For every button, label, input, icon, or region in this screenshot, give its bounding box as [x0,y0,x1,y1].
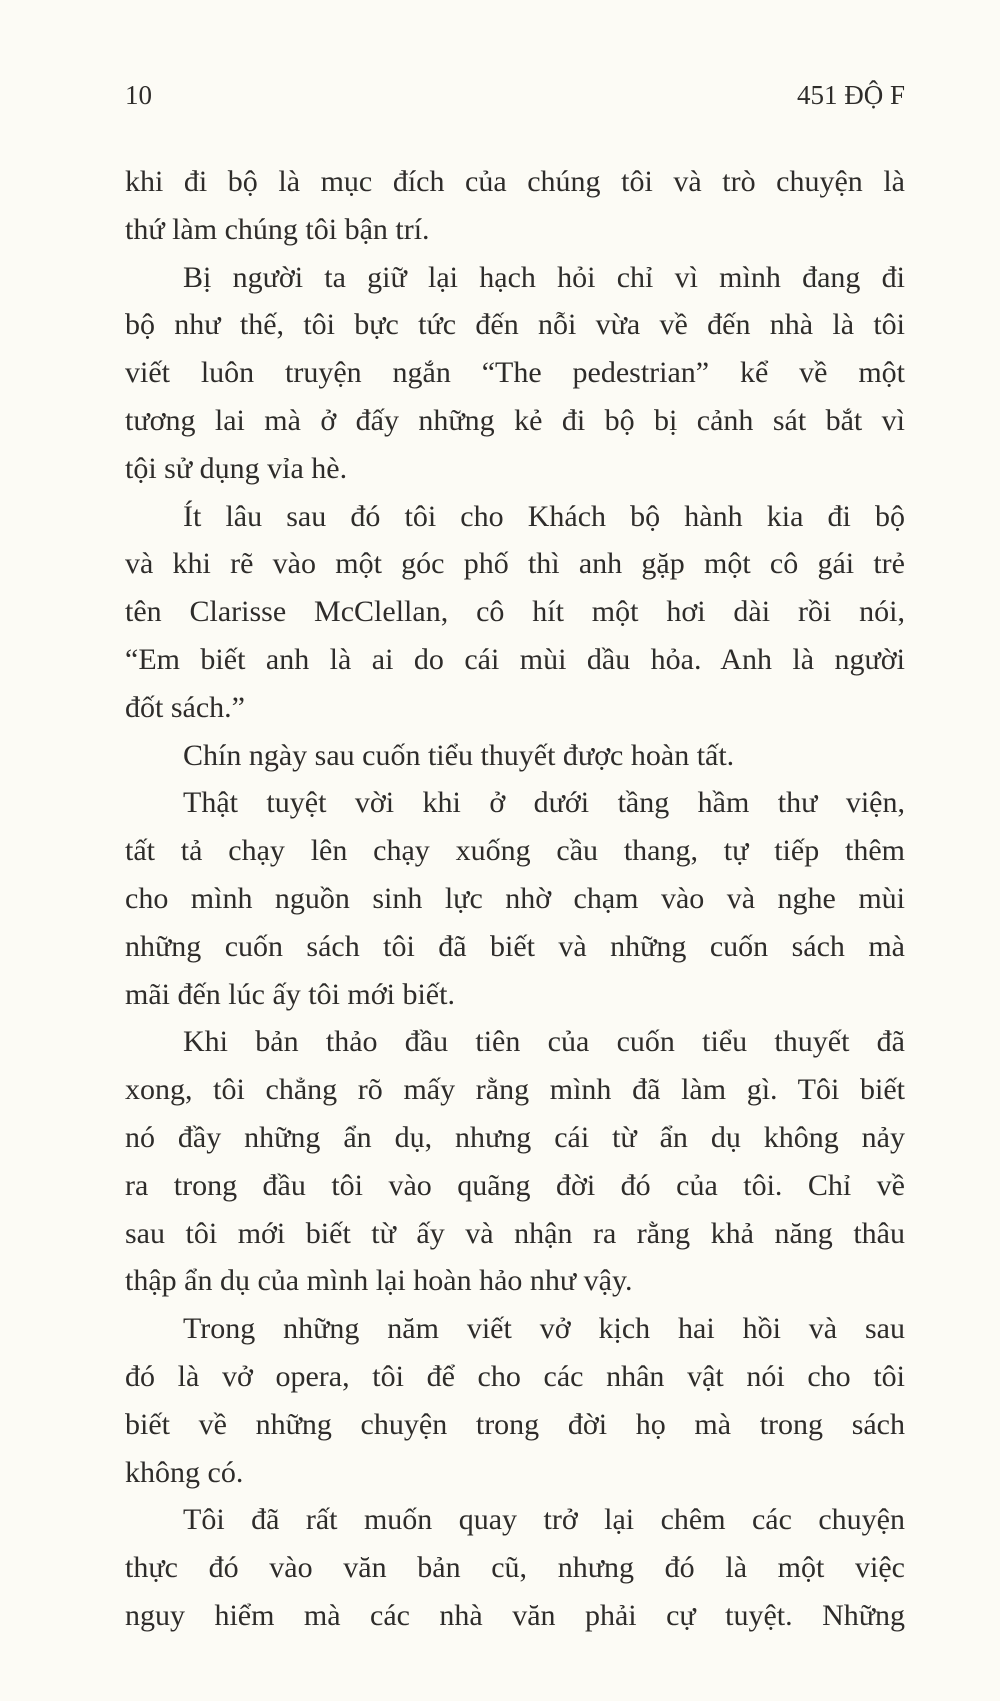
paragraph [125,254,905,493]
text-line: Bị người ta giữ lại hạch hỏi chỉ vì mình đang đi [183,260,905,294]
text-line: tội sử dụng vỉa hè. [125,451,348,485]
text-line: bộ như thế, tôi bực tức đến nỗi vừa về đến nhà là tôi [125,308,905,342]
paragraph [125,779,905,1018]
text-line: khi đi bộ là mục đích của chúng tôi và trò chuyện là [125,165,905,198]
text-line: biết về những chuyện trong đời họ mà trong sách [125,1407,905,1441]
paragraph [125,732,905,780]
paragraph [125,158,905,254]
text-line: Ít lâu sau đó tôi cho Khách bộ hành kia đi bộ [183,499,905,533]
paragraph [125,1018,905,1305]
text-line: mãi đến lúc ấy tôi mới biết. [125,977,455,1011]
running-title: 451 ĐỘ F [796,80,905,110]
text-line: Chín ngày sau cuốn tiểu thuyết được hoàn tất. [183,738,735,772]
text-line: thứ làm chúng tôi bận trí. [125,212,430,246]
text-line: Trong những năm viết vở kịch hai hồi và sau [183,1312,905,1346]
text-line: sau tôi mới biết từ ấy và nhận ra rằng khả năng thâu [125,1216,905,1250]
paragraph [125,493,905,732]
text-line: Thật tuyệt vời khi ở dưới tầng hầm thư viện, [183,786,905,820]
text-line: đốt sách.” [125,690,245,724]
text-line: những cuốn sách tôi đã biết và những cuốn sách mà [125,929,905,963]
text-line: xong, tôi chẳng rõ mấy rằng mình đã làm gì. Tôi biết [125,1073,905,1107]
text-line: nó đầy những ẩn dụ, nhưng cái từ ẩn dụ không nảy [125,1120,905,1154]
text-line: Khi bản thảo đầu tiên của cuốn tiểu thuyết đã [183,1025,905,1059]
text-line: không có. [125,1455,244,1489]
text-line: thập ẩn dụ của mình lại hoàn hảo như vậy. [125,1264,633,1298]
text-line: và khi rẽ vào một góc phố thì anh gặp một cô gái trẻ [125,547,905,581]
paragraph [125,1305,905,1496]
text-line: tên Clarisse McClellan, cô hít một hơi dài rồi nói, [125,595,905,629]
page-header [125,80,905,116]
paragraph [125,1496,905,1639]
page-body [125,158,905,1640]
text-line: nguy hiểm mà các nhà văn phải cự tuyệt. Những [125,1598,905,1632]
text-line: “Em biết anh là ai do cái mùi dầu hỏa. Anh là người [125,642,905,676]
page-number: 10 [125,80,152,110]
text-line: đó là vở opera, tôi để cho các nhân vật nói cho tôi [125,1359,905,1393]
text-line: cho mình nguồn sinh lực nhờ chạm vào và nghe mùi [125,881,905,915]
text-line: viết luôn truyện ngắn “The pedestrian” kể về một [125,356,905,390]
text-line: tương lai mà ở đấy những kẻ đi bộ bị cảnh sát bắt vì [125,403,905,437]
text-line: tất tả chạy lên chạy xuống cầu thang, tự tiếp thêm [125,834,905,868]
text-line: Tôi đã rất muốn quay trở lại chêm các chuyện [183,1503,905,1537]
text-line: ra trong đầu tôi vào quãng đời đó của tôi. Chỉ về [125,1168,905,1202]
text-line: thực đó vào văn bản cũ, nhưng đó là một việc [125,1551,905,1585]
